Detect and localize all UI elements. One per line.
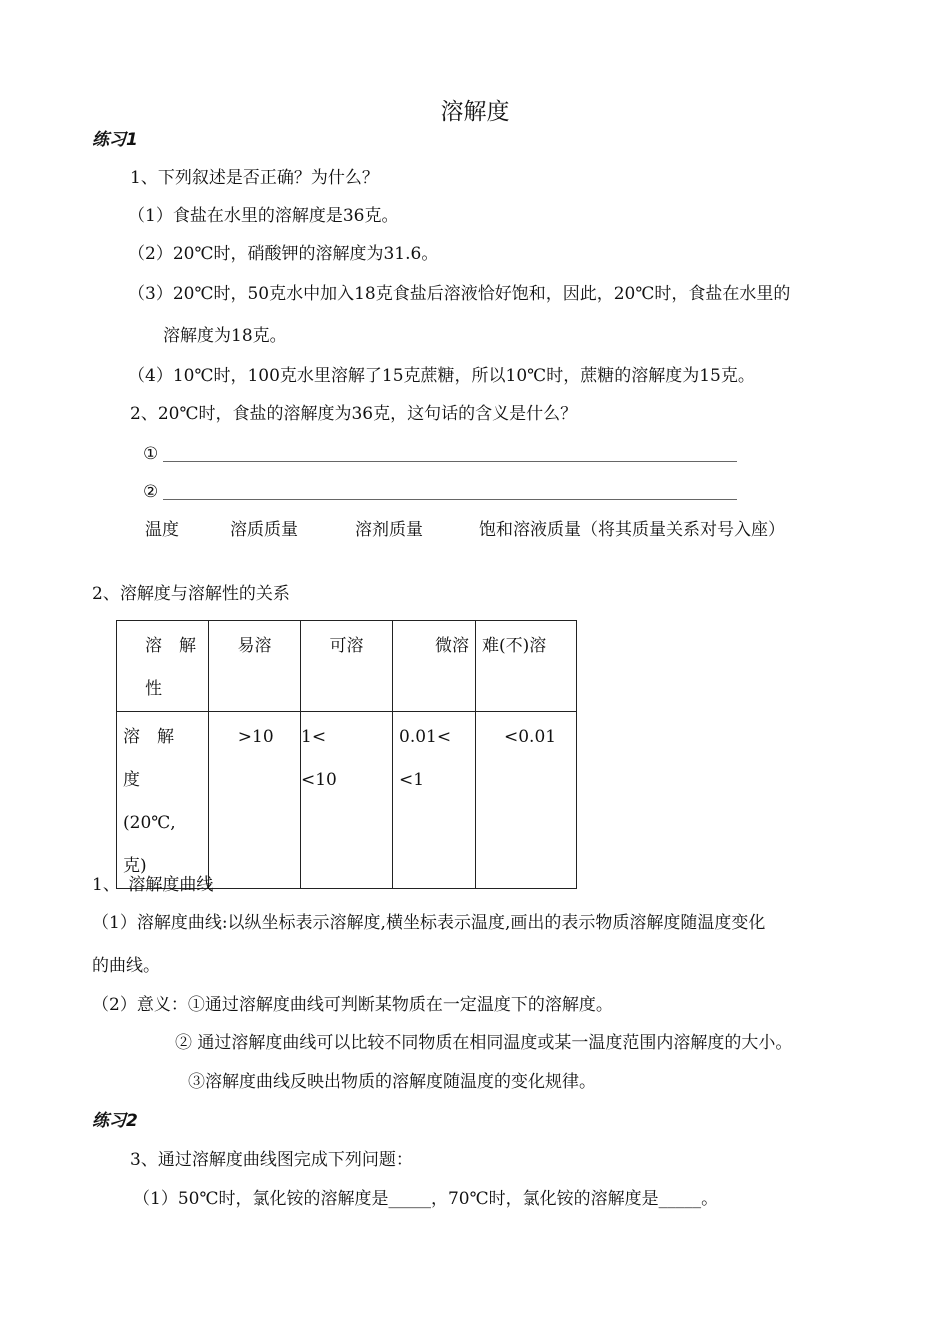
- page-title: 溶解度: [440, 99, 510, 125]
- statement-3b: 溶解度为18克。: [163, 326, 287, 346]
- term-temperature: 温度: [145, 520, 179, 540]
- term-solvent-mass: 溶剂质量: [355, 520, 423, 540]
- table-row: [117, 712, 577, 889]
- table-cell: 难(不)溶: [482, 636, 547, 656]
- statement-2: （2）20℃时，硝酸钾的溶解度为31.6。: [128, 244, 439, 264]
- exercise2-heading: 练习2: [92, 1111, 138, 1131]
- table-cell: <0.01: [504, 727, 557, 747]
- relation-heading: 2、溶解度与溶解性的关系: [92, 584, 290, 604]
- question-3: 3、通过溶解度曲线图完成下列问题：: [130, 1150, 413, 1170]
- curve-definition-b: 的曲线。: [92, 956, 160, 976]
- table-cell: 0.01< <1: [399, 727, 452, 790]
- curve-definition-a: （1）溶解度曲线:以纵坐标表示溶解度,横坐标表示温度,画出的表示物质溶解度随温度变化: [92, 913, 766, 933]
- solubility-table: [116, 620, 577, 889]
- blank-marker-1: ①: [143, 444, 159, 464]
- answer-line-1[interactable]: [163, 461, 737, 462]
- term-solute-mass: 溶质质量: [230, 520, 298, 540]
- exercise1-heading: 练习1: [92, 130, 138, 150]
- blank-marker-2: ②: [143, 482, 159, 502]
- curve-heading: 1、 溶解度曲线: [92, 875, 214, 895]
- table-cell: 可溶: [329, 636, 364, 656]
- question-3-part-1: （1）50℃时，氯化铵的溶解度是_____，70℃时，氯化铵的溶解度是_____。: [133, 1189, 719, 1209]
- question-1: 1、下列叙述是否正确？为什么？: [130, 168, 379, 188]
- table-row: [117, 621, 577, 712]
- curve-meaning-3: ③溶解度曲线反映出物质的溶解度随温度的变化规律。: [188, 1072, 596, 1092]
- statement-3a: （3）20℃时，50克水中加入18克食盐后溶液恰好饱和，因此，20℃时，食盐在水里的: [128, 284, 791, 304]
- curve-meaning-2: ② 通过溶解度曲线可以比较不同物质在相同温度或某一温度范围内溶解度的大小。: [175, 1033, 793, 1053]
- curve-meaning-1: （2）意义：①通过溶解度曲线可判断某物质在一定温度下的溶解度。: [92, 995, 613, 1015]
- table-cell: 微溶: [435, 636, 469, 656]
- answer-line-2[interactable]: [163, 499, 737, 500]
- table-cell: 溶 解 度 (20℃, 克): [123, 727, 176, 876]
- statement-1: （1）食盐在水里的溶解度是36克。: [128, 206, 399, 226]
- term-saturated-solution-mass: 饱和溶液质量（将其质量关系对号入座）: [479, 520, 785, 540]
- table-cell: >10: [227, 727, 274, 747]
- table-cell: 易溶: [237, 636, 272, 656]
- table-cell: 1< <10: [301, 727, 337, 790]
- question-2: 2、20℃时，食盐的溶解度为36克，这句话的含义是什么？: [130, 404, 578, 424]
- statement-4: （4）10℃时，100克水里溶解了15克蔗糖，所以10℃时，蔗糖的溶解度为15克。: [128, 366, 755, 386]
- table-cell: 溶 解 性: [145, 636, 196, 699]
